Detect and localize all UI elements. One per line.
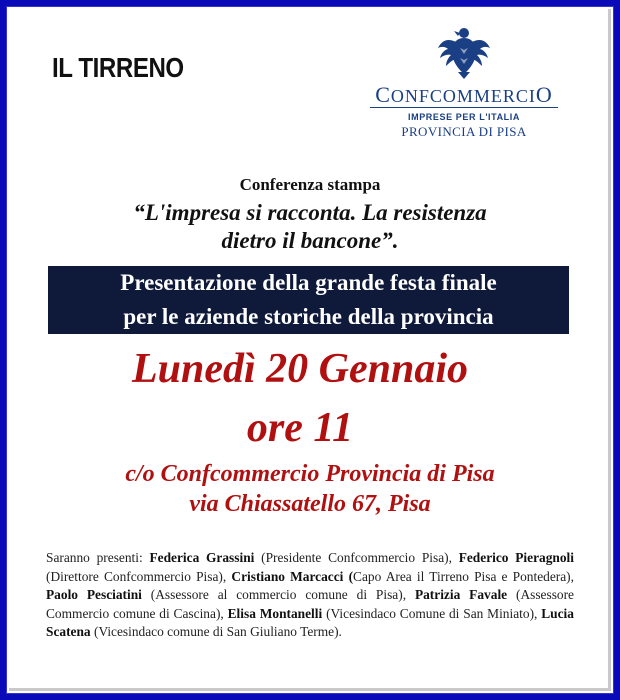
attendee-name: Patrizia Favale [414,587,508,603]
venue-line-2: via Chiassatello 67, Pisa [189,491,431,517]
attendee-role: (Assessore al commercio comune di Pisa), [141,587,415,603]
attendee-name: Cristiano Marcacci [231,568,344,584]
confcommercio-logo [364,24,564,139]
event-date: Lunedì 20 Gennaio [131,346,469,392]
eagle-emblem-icon [436,24,492,80]
attendee-name: Federica Grassini [149,550,255,565]
attendee-name: Federico Pieragnoli [458,550,574,565]
attendee-name: Paolo Pesciatini [46,587,142,603]
attendee-role: (Vicesindaco comune di San Giuliano Terme). [90,624,342,640]
newspaper-logo: IL TIRRENO [52,52,184,83]
attendee-name: Elisa Montanelli [227,605,323,621]
event-title-line-2: dietro il bancone”. [221,228,399,253]
attendees-intro: Saranno presenti: [46,550,150,565]
banner-line-1: Presentazione della grande festa finale [120,270,497,295]
attendee-paren: ( [348,568,354,584]
attendee-role: (Presidente Confcommercio Pisa), [254,550,459,565]
banner-line-2: per le aziende storiche della provincia [123,304,494,329]
org-tagline: IMPRESE PER L'ITALIA [408,112,520,122]
attendee-role: Capo Area il Tirreno Pisa e Pontedera), [353,568,574,584]
attendee-role: (Vicesindaco Comune di San Miniato), [322,605,542,621]
banner-text [48,266,569,334]
org-province: PROVINCIA DI PISA [401,124,527,139]
attendee-name: Lucia Scatena [46,605,574,640]
event-type: Conferenza stampa [239,175,381,194]
attendee-role: (Direttore Confcommercio Pisa), [46,568,232,584]
event-venue [40,459,580,519]
org-name: CONFCOMMERCIO [375,82,553,107]
attendee-role: (Assessore Commercio comune di Cascina), [46,587,575,621]
logo-divider [370,107,558,108]
event-title [60,199,560,255]
venue-line-1: c/o Confcommercio Provincia di Pisa [125,461,495,487]
event-title-line-1: “L'impresa si racconta. La resistenza [133,200,487,225]
event-time: ore 11 [246,405,354,451]
attendees-paragraph [46,549,574,642]
